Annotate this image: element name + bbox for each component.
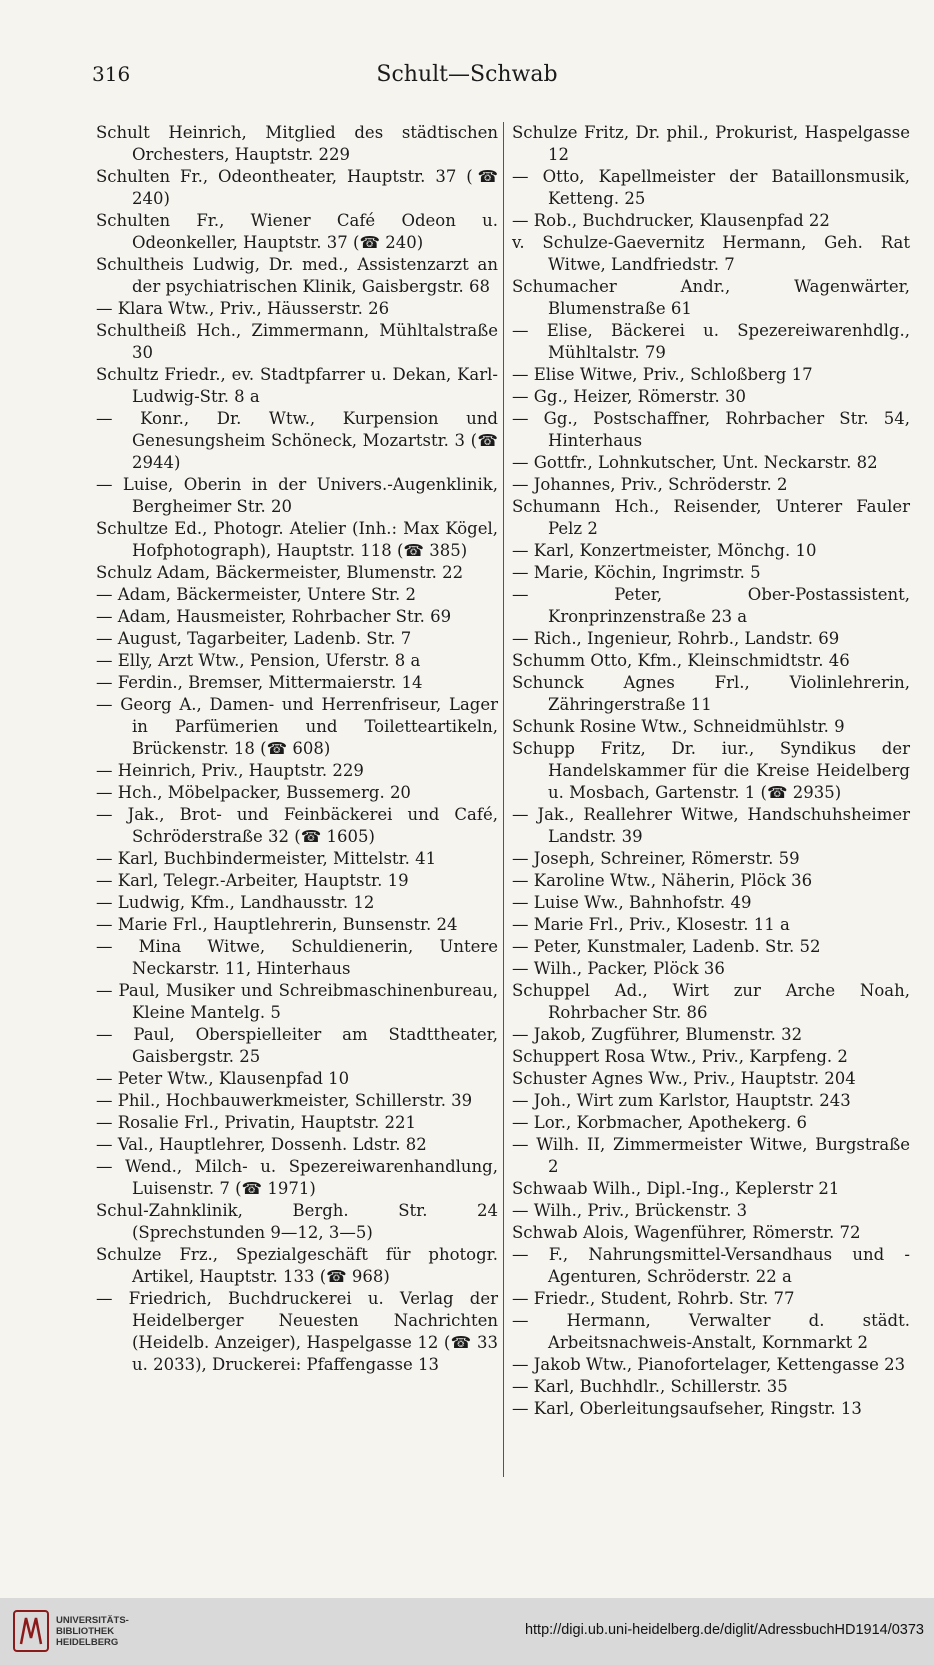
directory-entry: — Phil., Hochbauwerkmeister, Schillerstr. 39 bbox=[96, 1091, 473, 1110]
directory-entry: — Hch., Möbelpacker, Bussemerg. 20 bbox=[96, 783, 411, 802]
directory-entry: — Peter, Kunstmaler, Ladenb. Str. 52 bbox=[512, 937, 821, 956]
directory-entry: — Karl, Buchbindermeister, Mittelstr. 41 bbox=[96, 849, 437, 868]
directory-entry: — Mina Witwe, Schuldienerin, Untere Neckarstr. 11, Hinterhaus bbox=[96, 937, 498, 978]
directory-entry: Schultheiß Hch., Zimmermann, Mühltalstraße 30 bbox=[96, 321, 498, 362]
directory-entry: — Adam, Hausmeister, Rohrbacher Str. 69 bbox=[96, 607, 452, 626]
directory-entry: — Wilh., Priv., Brückenstr. 3 bbox=[512, 1201, 748, 1220]
directory-entry: — August, Tagarbeiter, Ladenb. Str. 7 bbox=[96, 629, 412, 648]
directory-entry: Schumacher Andr., Wagenwärter, Blumenstraße 61 bbox=[512, 277, 910, 318]
directory-entry: — Paul, Oberspielleiter am Stadttheater, Gaisbergstr. 25 bbox=[96, 1025, 498, 1066]
directory-entry: Schulten Fr., Wiener Café Odeon u. Odeonkeller, Hauptstr. 37 (☎ 240) bbox=[96, 211, 498, 252]
directory-entry: — Gg., Heizer, Römerstr. 30 bbox=[512, 387, 746, 406]
directory-entry: — Peter, Ober-Postassistent, Kronprinzenstraße 23 a bbox=[512, 585, 910, 626]
directory-entry: — Paul, Musiker und Schreibmaschinenbureau, Kleine Mantelg. 5 bbox=[96, 981, 498, 1022]
university-seal-icon bbox=[12, 1608, 50, 1654]
directory-entry: — Adam, Bäckermeister, Untere Str. 2 bbox=[96, 585, 416, 604]
directory-entry: Schumm Otto, Kfm., Kleinschmidtstr. 46 bbox=[512, 651, 850, 670]
directory-entry: — Otto, Kapellmeister der Bataillonsmusik, Ketteng. 25 bbox=[512, 167, 910, 208]
directory-entry: Schultheis Ludwig, Dr. med., Assistenzarzt an der psychiatrischen Klinik, Gaisbergstr. 68 bbox=[96, 255, 498, 296]
directory-entry: — Wilh. II, Zimmermeister Witwe, Burgstraße 2 bbox=[512, 1135, 910, 1176]
directory-entry: — Konr., Dr. Wtw., Kurpension und Genesungsheim Schöneck, Mozartstr. 3 (☎ 2944) bbox=[96, 409, 498, 472]
footer-bar bbox=[0, 1598, 934, 1665]
directory-entry: Schul-Zahnklinik, Bergh. Str. 24 (Sprechstunden 9—12, 3—5) bbox=[96, 1201, 498, 1242]
directory-entry: Schultz Friedr., ev. Stadtpfarrer u. Dekan, Karl-Ludwig-Str. 8 a bbox=[96, 365, 498, 406]
directory-entry: — Marie Frl., Priv., Klosestr. 11 a bbox=[512, 915, 790, 934]
directory-entry: — Jakob, Zugführer, Blumenstr. 32 bbox=[512, 1025, 803, 1044]
directory-entry: — Val., Hauptlehrer, Dossenh. Ldstr. 82 bbox=[96, 1135, 427, 1154]
directory-entry: — Joseph, Schreiner, Römerstr. 59 bbox=[512, 849, 800, 868]
library-logo-text bbox=[56, 1615, 129, 1648]
directory-entry: — Rob., Buchdrucker, Klausenpfad 22 bbox=[512, 211, 830, 230]
directory-entry: — Marie Frl., Hauptlehrerin, Bunsenstr. 24 bbox=[96, 915, 458, 934]
directory-entry: — Wilh., Packer, Plöck 36 bbox=[512, 959, 725, 978]
directory-entry: Schuppel Ad., Wirt zur Arche Noah, Rohrbacher Str. 86 bbox=[512, 981, 910, 1022]
directory-entry: Schunck Agnes Frl., Violinlehrerin, Zähringerstraße 11 bbox=[512, 673, 910, 714]
directory-entry: — Joh., Wirt zum Karlstor, Hauptstr. 243 bbox=[512, 1091, 851, 1110]
logo-line: UNIVERSITÄTS- bbox=[56, 1615, 129, 1626]
column-divider bbox=[503, 122, 504, 1477]
logo-line: BIBLIOTHEK bbox=[56, 1626, 115, 1637]
directory-entry: Schult Heinrich, Mitglied des städtischen Orchesters, Hauptstr. 229 bbox=[96, 123, 498, 164]
directory-entry: — Karl, Konzertmeister, Mönchg. 10 bbox=[512, 541, 817, 560]
directory-entry: Schumann Hch., Reisender, Unterer Fauler Pelz 2 bbox=[512, 497, 910, 538]
directory-entry: — Jak., Brot- und Feinbäckerei und Café, Schröderstraße 32 (☎ 1605) bbox=[96, 805, 498, 846]
directory-entry: — Klara Wtw., Priv., Häusserstr. 26 bbox=[96, 299, 390, 318]
directory-entry: — Karoline Wtw., Näherin, Plöck 36 bbox=[512, 871, 813, 890]
directory-entry: — Rich., Ingenieur, Rohrb., Landstr. 69 bbox=[512, 629, 840, 648]
directory-entry: Schulze Fritz, Dr. phil., Prokurist, Haspelgasse 12 bbox=[512, 123, 910, 164]
directory-entry: Schulten Fr., Odeontheater, Hauptstr. 37 (☎ 240) bbox=[96, 167, 498, 208]
directory-entry: — Marie, Köchin, Ingrimstr. 5 bbox=[512, 563, 761, 582]
directory-entry: — Rosalie Frl., Privatin, Hauptstr. 221 bbox=[96, 1113, 416, 1132]
page-title: Schult—Schwab bbox=[376, 62, 558, 87]
directory-entry: Schulze Frz., Spezialgeschäft für photogr. Artikel, Hauptstr. 133 (☎ 968) bbox=[96, 1245, 498, 1286]
directory-entry: — Ferdin., Bremser, Mittermaierstr. 14 bbox=[96, 673, 423, 692]
directory-entry: Schupp Fritz, Dr. iur., Syndikus der Handelskammer für die Kreise Heidelberg u. Mosbach, Gartenstr. 1 (☎ 2935) bbox=[512, 739, 910, 802]
right-column bbox=[512, 122, 910, 1420]
source-url[interactable]: http://digi.ub.uni-heidelberg.de/diglit/AdressbuchHD1914/0373 bbox=[524, 1622, 924, 1638]
directory-entry: Schuppert Rosa Wtw., Priv., Karpfeng. 2 bbox=[512, 1047, 848, 1066]
directory-entry: — Elly, Arzt Wtw., Pension, Uferstr. 8 a bbox=[96, 651, 421, 670]
directory-entry: — Lor., Korbmacher, Apothekerg. 6 bbox=[512, 1113, 808, 1132]
directory-entry: — Wend., Milch- u. Spezereiwarenhandlung, Luisenstr. 7 (☎ 1971) bbox=[96, 1157, 498, 1198]
directory-entry: — Georg A., Damen- und Herrenfriseur, Lager in Parfümerien und Toiletteartikeln, Brückenstr. 18 (☎ 608) bbox=[96, 695, 498, 758]
page-number: 316 bbox=[92, 62, 131, 86]
directory-entry: — Gottfr., Lohnkutscher, Unt. Neckarstr. 82 bbox=[512, 453, 878, 472]
directory-entry: v. Schulze-Gaevernitz Hermann, Geh. Rat Witwe, Landfriedstr. 7 bbox=[512, 233, 910, 274]
directory-entry: — Jak., Reallehrer Witwe, Handschuhsheimer Landstr. 39 bbox=[512, 805, 910, 846]
directory-entry: — Jakob Wtw., Pianofortelager, Kettengasse 23 bbox=[512, 1355, 906, 1374]
directory-entry: — Luise Ww., Bahnhofstr. 49 bbox=[512, 893, 752, 912]
directory-entry: — Peter Wtw., Klausenpfad 10 bbox=[96, 1069, 350, 1088]
directory-entry: — Elise, Bäckerei u. Spezereiwarenhdlg., Mühltalstr. 79 bbox=[512, 321, 910, 362]
directory-entry: Schwab Alois, Wagenführer, Römerstr. 72 bbox=[512, 1223, 861, 1242]
directory-entry: Schuster Agnes Ww., Priv., Hauptstr. 204 bbox=[512, 1069, 856, 1088]
directory-entry: — Luise, Oberin in der Univers.-Augenklinik, Bergheimer Str. 20 bbox=[96, 475, 498, 516]
directory-entry: — Heinrich, Priv., Hauptstr. 229 bbox=[96, 761, 364, 780]
directory-entry: — Gg., Postschaffner, Rohrbacher Str. 54, Hinterhaus bbox=[512, 409, 910, 450]
directory-entry: Schultze Ed., Photogr. Atelier (Inh.: Max Kögel, Hofphotograph), Hauptstr. 118 (☎ 385) bbox=[96, 519, 498, 560]
directory-entry: — Elise Witwe, Priv., Schloßberg 17 bbox=[512, 365, 813, 384]
directory-entry: — Karl, Telegr.-Arbeiter, Hauptstr. 19 bbox=[96, 871, 409, 890]
directory-entry: — Johannes, Priv., Schröderstr. 2 bbox=[512, 475, 788, 494]
directory-entry: — Karl, Buchhdlr., Schillerstr. 35 bbox=[512, 1377, 788, 1396]
directory-entry: — Karl, Oberleitungsaufseher, Ringstr. 13 bbox=[512, 1399, 862, 1418]
directory-entry: — Hermann, Verwalter d. städt. Arbeitsnachweis-Anstalt, Kornmarkt 2 bbox=[512, 1311, 910, 1352]
directory-entry: Schulz Adam, Bäckermeister, Blumenstr. 22 bbox=[96, 563, 464, 582]
left-column bbox=[96, 122, 498, 1376]
directory-entry: — Friedr., Student, Rohrb. Str. 77 bbox=[512, 1289, 795, 1308]
directory-entry: — Friedrich, Buchdruckerei u. Verlag der Heidelberger Neuesten Nachrichten (Heidelb. Anzeiger), Haspelgasse 12 (☎ 33 u. 2033), Druckerei: Pfaffengasse 13 bbox=[96, 1289, 498, 1374]
directory-entry: — Ludwig, Kfm., Landhausstr. 12 bbox=[96, 893, 375, 912]
directory-entry: Schwaab Wilh., Dipl.-Ing., Keplerstr 21 bbox=[512, 1179, 840, 1198]
logo-line: HEIDELBERG bbox=[56, 1637, 119, 1648]
directory-entry: — F., Nahrungsmittel-Versandhaus und -Agenturen, Schröderstr. 22 a bbox=[512, 1245, 910, 1286]
directory-entry: Schunk Rosine Wtw., Schneidmühlstr. 9 bbox=[512, 717, 845, 736]
